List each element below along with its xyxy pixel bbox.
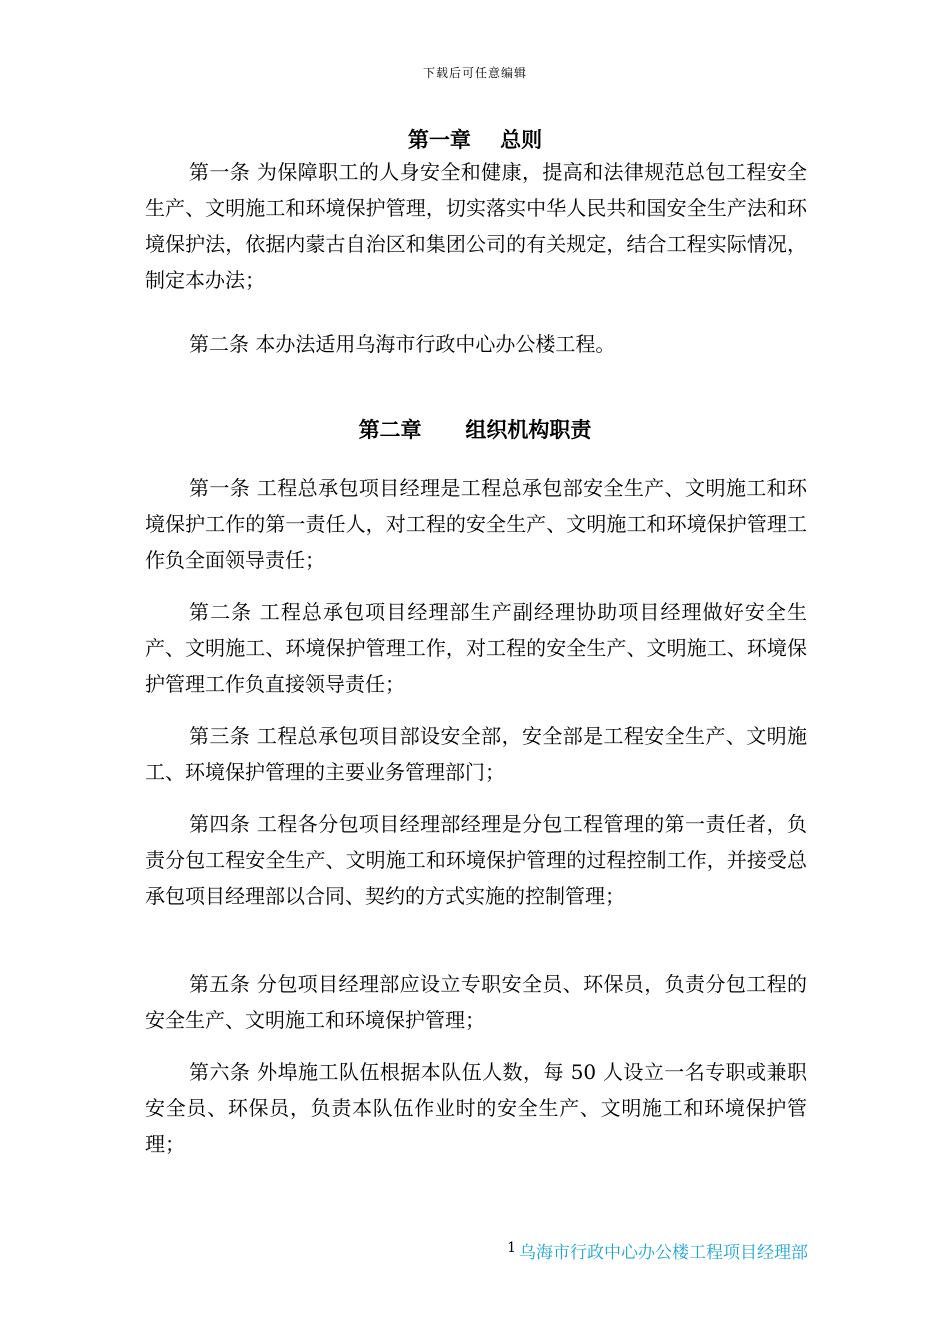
- chapter-2-article-1: 第一条 工程总承包项目经理是工程总承包部安全生产、文明施工和环境保护工作的第一责任人，对工程的安全生产、文明施工和环境保护管理工作负全面领导责任；: [145, 476, 807, 572]
- chapter-2-article-2: 第二条 工程总承包项目经理部生产副经理协助项目经理做好安全生产、文明施工、环境保护管理工作，对工程的安全生产、文明施工、环境保护管理工作负直接领导责任；: [145, 600, 807, 696]
- page-footer: [507, 1238, 808, 1263]
- chapter-2-title: 第二章 组织机构职责: [358, 417, 592, 442]
- page-header-note: 下载后可任意编辑: [422, 66, 527, 80]
- chapter-2-article-4: 第四条 工程各分包项目经理部经理是分包工程管理的第一责任者，负责分包工程安全生产、文明施工和环境保护管理的过程控制工作，并接受总承包项目经理部以合同、契约的方式实施的控制管理；: [145, 812, 807, 908]
- footer-org-name: 乌海市行政中心办公楼工程项目经理部: [519, 1243, 808, 1263]
- chapter-2-article-5: 第五条 分包项目经理部应设立专职安全员、环保员，负责分包工程的安全生产、文明施工和环境保护管理；: [145, 972, 807, 1032]
- page-number: 1: [507, 1239, 516, 1256]
- chapter-1-title: 第一章 总则: [407, 127, 543, 152]
- chapter-2-article-3: 第三条 工程总承包项目部设安全部，安全部是工程安全生产、文明施工、环境保护管理的主要业务管理部门；: [145, 724, 807, 784]
- chapter-1-article-1: 第一条 为保障职工的人身安全和健康，提高和法律规范总包工程安全生产、文明施工和环境保护管理，切实落实中华人民共和国安全生产法和环境保护法，依据内蒙古自治区和集团公司的有关规定，结合工程实际情况，制定本办法；: [145, 160, 807, 292]
- chapter-1-article-2: 第二条 本办法适用乌海市行政中心办公楼工程。: [189, 332, 616, 356]
- chapter-2-article-6: 第六条 外埠施工队伍根据本队伍人数，每 50 人设立一名专职或兼职安全员、环保员，负责本队伍作业时的安全生产、文明施工和环境保护管理；: [145, 1060, 807, 1156]
